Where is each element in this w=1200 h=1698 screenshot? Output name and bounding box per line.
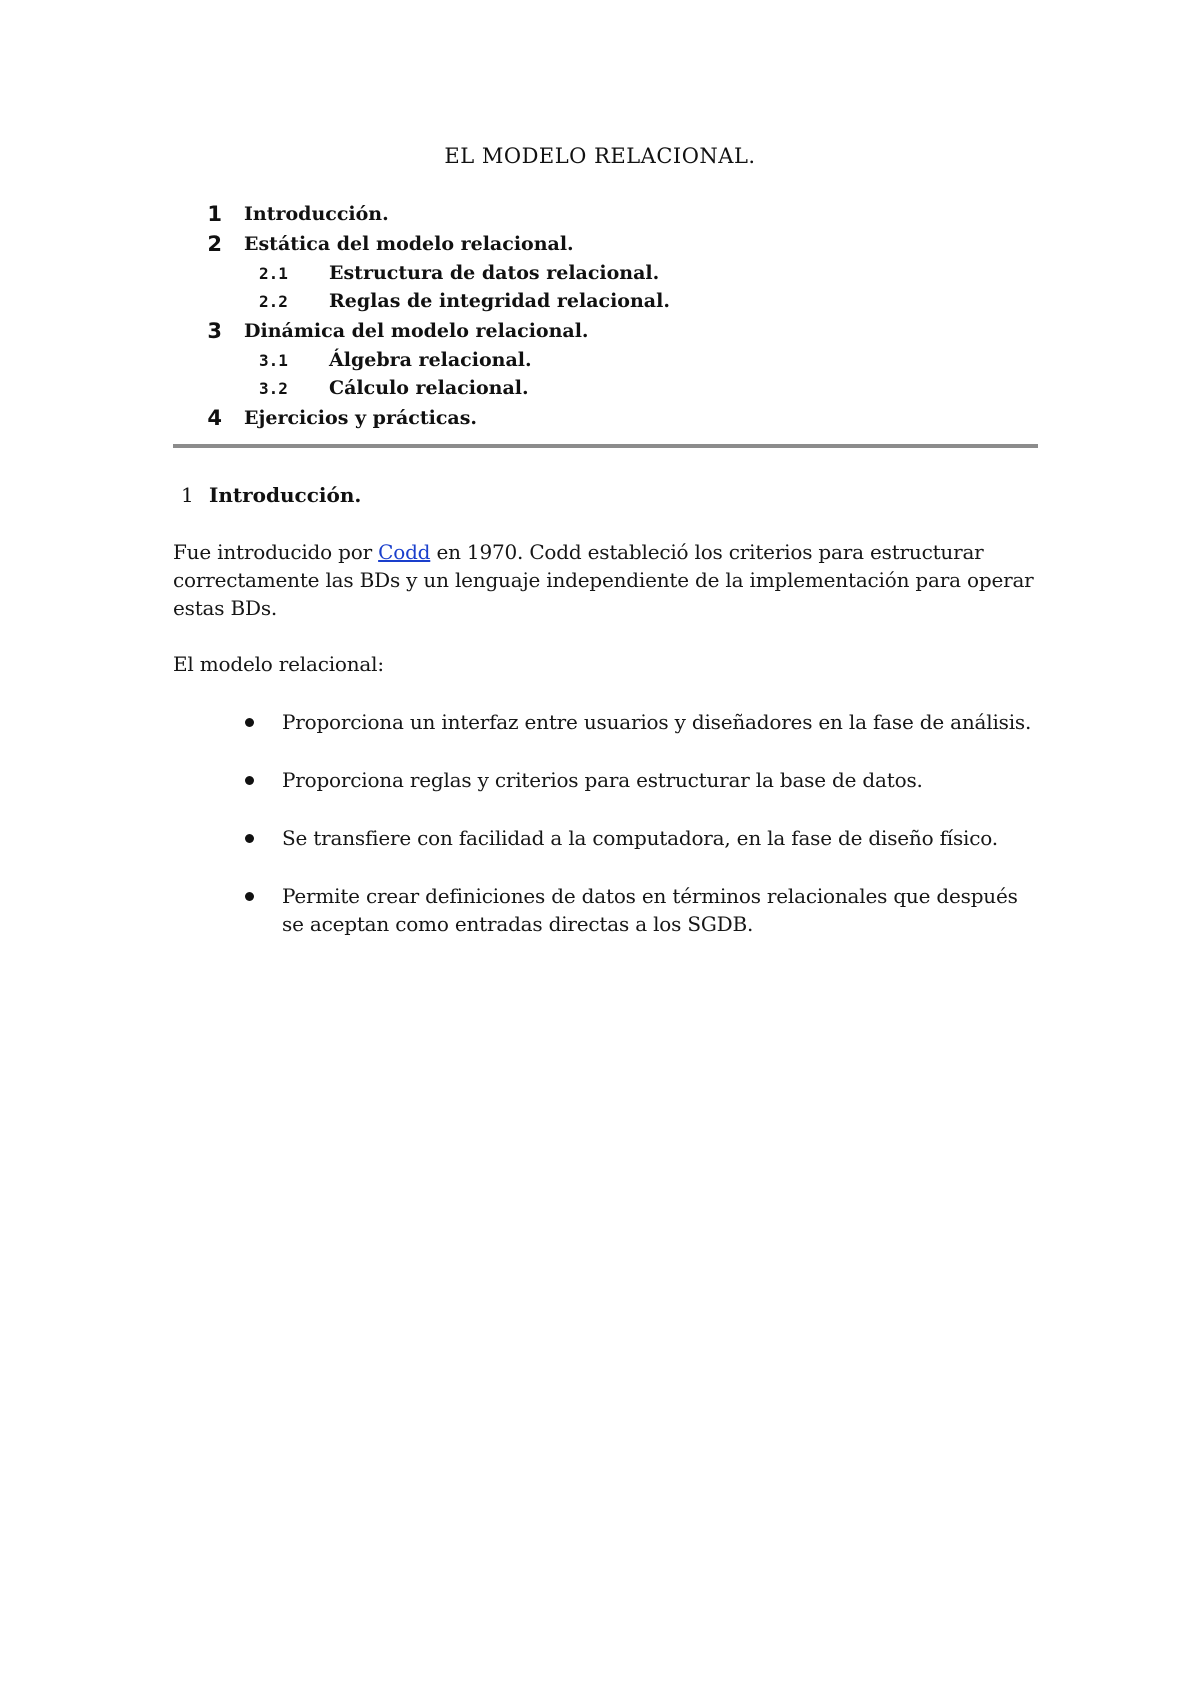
list-item bbox=[245, 766, 1045, 794]
bullet-icon bbox=[245, 892, 254, 901]
codd-link[interactable]: Codd bbox=[378, 540, 431, 564]
toc-item-label: Reglas de integridad relacional. bbox=[329, 290, 670, 312]
bullet-icon bbox=[245, 776, 254, 785]
toc-item-2-1[interactable] bbox=[259, 259, 659, 287]
intro-text-start: Fue introducido por bbox=[173, 540, 379, 564]
horizontal-rule bbox=[173, 444, 1038, 448]
list-item-text: Proporciona un interfaz entre usuarios y diseñadores en la fase de análisis. bbox=[282, 710, 1032, 734]
toc-item-label: Dinámica del modelo relacional. bbox=[244, 320, 589, 342]
bullet-icon bbox=[245, 718, 254, 727]
toc-item-3-1[interactable] bbox=[259, 346, 532, 374]
toc-item-3-2[interactable] bbox=[259, 374, 529, 402]
toc-item-label: Estática del modelo relacional. bbox=[244, 233, 574, 255]
toc-item-label: Ejercicios y prácticas. bbox=[244, 407, 478, 429]
toc-item-number: 3.2 bbox=[259, 378, 288, 398]
list-item bbox=[245, 824, 1045, 852]
section-number: 1 bbox=[181, 483, 194, 507]
toc-item-label: Álgebra relacional. bbox=[329, 349, 532, 371]
toc-item-number: 2 bbox=[207, 232, 222, 256]
toc-item-number: 1 bbox=[207, 202, 222, 226]
intro-paragraph bbox=[173, 538, 1043, 622]
toc-item-2[interactable] bbox=[200, 230, 574, 258]
toc-item-3[interactable] bbox=[200, 317, 589, 345]
toc-item-2-2[interactable] bbox=[259, 287, 670, 315]
list-item-text: Proporciona reglas y criterios para estructurar la base de datos. bbox=[282, 768, 923, 792]
toc-item-number: 2.2 bbox=[259, 291, 288, 311]
toc-item-number: 3 bbox=[207, 319, 222, 343]
list-item-text: Permite crear definiciones de datos en términos relacionales que después se aceptan como entradas directas a los SGDB. bbox=[282, 884, 1018, 936]
toc-item-label: Estructura de datos relacional. bbox=[329, 262, 660, 284]
toc-item-number: 3.1 bbox=[259, 350, 288, 370]
toc-item-number: 2.1 bbox=[259, 263, 288, 283]
toc-item-1[interactable] bbox=[200, 200, 389, 228]
toc-item-number: 4 bbox=[207, 406, 222, 430]
list-item bbox=[245, 882, 1045, 938]
list-item bbox=[245, 708, 1045, 736]
toc-item-4[interactable] bbox=[200, 404, 477, 432]
toc-item-label: Cálculo relacional. bbox=[329, 377, 529, 399]
list-item-text: Se transfiere con facilidad a la computadora, en la fase de diseño físico. bbox=[282, 826, 998, 850]
intro-text-rest: en 1970. Codd estableció los criterios para estructurar correctamente las BDs y un lenguaje independiente de la implementación para operar estas BDs. bbox=[173, 540, 1034, 620]
bullet-icon bbox=[245, 834, 254, 843]
model-intro-paragraph: El modelo relacional: bbox=[173, 652, 384, 676]
section-heading bbox=[181, 483, 361, 507]
toc-item-label: Introducción. bbox=[244, 203, 389, 225]
section-title: Introducción. bbox=[209, 483, 362, 507]
document-title: EL MODELO RELACIONAL. bbox=[444, 144, 756, 168]
